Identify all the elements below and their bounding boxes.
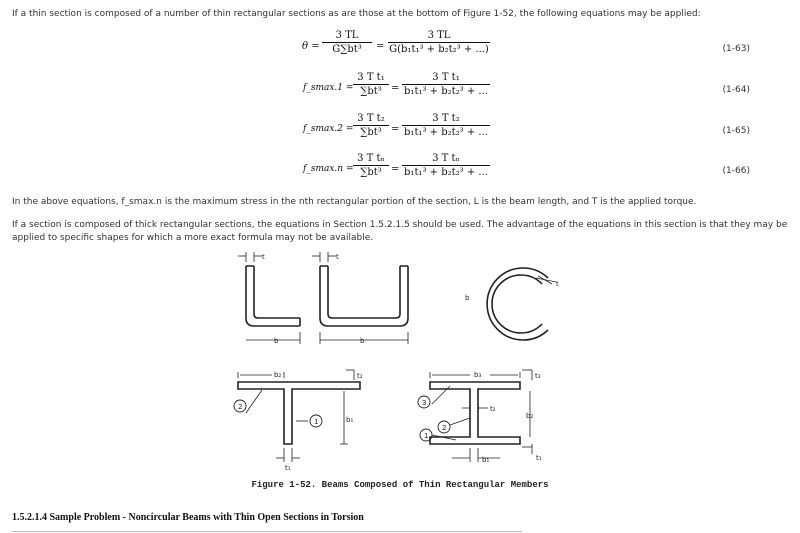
eq-1-64-frac2 <box>402 72 490 97</box>
eq-1-63-frac2-den: G(b₁t₁³ + b₂t₂³ + ...) <box>389 44 489 55</box>
l-section <box>246 266 300 326</box>
eq-1-63-frac1-num: 3 TL <box>322 30 372 43</box>
eq-1-64-frac2-num: 3 T t₁ <box>402 72 490 85</box>
eq-1-63-number: (1-63) <box>722 44 750 54</box>
para-definitions: In the above equations, f_smax.n is the maximum stress in the nth rectangular portion of the section, L is the beam length, and T is the applied torque. <box>12 197 697 207</box>
label-t-l: t <box>262 253 265 261</box>
eq-1-64-equals: = <box>391 83 400 94</box>
cut-off-text-line <box>12 527 522 533</box>
eq-1-64-number: (1-64) <box>722 85 750 95</box>
eq-1-66-equals: = <box>391 164 400 175</box>
para-thick-line1: If a section is composed of thick rectangular sections, the equations in Section 1.5.2.1.5 should be used. The advantage of the equations in this section is that they may be <box>12 220 788 230</box>
eq-1-64-lhs: f_smax.1 = <box>303 83 354 93</box>
para-thick-line2: applied to specific shapes for which a more exact formula may not be available. <box>12 233 374 243</box>
callout-3-i-text: 3 <box>422 399 427 407</box>
eq-1-66-frac1-num: 3 T tₙ <box>353 153 389 166</box>
label-t-tube: t <box>556 280 559 288</box>
eq-1-63-frac1 <box>322 30 372 55</box>
label-t1-i: t₁ <box>536 454 542 462</box>
label-b-channel: b <box>360 337 365 345</box>
eq-1-65-equals: = <box>391 124 400 135</box>
eq-1-66-number: (1-66) <box>722 166 750 176</box>
figure-1-52 <box>0 248 800 478</box>
label-b1-i: b₁ <box>482 456 490 464</box>
intro-paragraph: If a thin section is composed of a number of thin rectangular sections as are those at the bottom of Figure 1-52, the following equations may be applied: <box>12 9 701 19</box>
eq-1-65-frac1-num: 3 T t₂ <box>353 113 389 126</box>
eq-1-65-number: (1-65) <box>722 126 750 136</box>
label-t3-i: t₃ <box>535 372 541 380</box>
eq-1-65-frac1 <box>353 113 389 138</box>
figure-caption: Figure 1-52. Beams Composed of Thin Rectangular Members <box>251 480 549 490</box>
eq-1-66-frac2 <box>402 153 490 178</box>
eq-1-64-frac1-den: ∑bt³ <box>360 86 382 97</box>
callout-1-i-text: 1 <box>424 432 429 440</box>
callout-1-tee-text: 1 <box>314 418 319 426</box>
tee-section <box>238 382 360 444</box>
eq-1-63-equals: = <box>376 41 385 52</box>
eq-1-65-frac1-den: ∑bt³ <box>360 127 382 138</box>
label-b-tube: b <box>465 294 470 302</box>
label-t2-i: t₂ <box>490 405 496 413</box>
eq-1-64-frac2-den: b₁t₁³ + b₂t₂³ + ... <box>404 86 488 97</box>
label-b2-tee: b₂ <box>274 371 282 379</box>
eq-1-63-frac2-num: 3 TL <box>388 30 490 43</box>
callout-2-tee-text: 2 <box>238 403 243 411</box>
label-t1-tee: t₁ <box>285 464 291 472</box>
label-b-l: b <box>274 337 279 345</box>
eq-1-66-frac2-num: 3 T tₙ <box>402 153 490 166</box>
eq-1-64-frac1-num: 3 T t₁ <box>353 72 389 85</box>
channel-section <box>320 266 408 326</box>
eq-1-65-frac2-num: 3 T t₂ <box>402 113 490 126</box>
eq-1-65-frac2 <box>402 113 490 138</box>
eq-1-63-frac1-den: G∑bt³ <box>332 44 362 55</box>
callout-2-i-text: 2 <box>442 424 447 432</box>
eq-1-64-frac1 <box>353 72 389 97</box>
label-b3-i: b₃ <box>474 371 482 379</box>
eq-1-66-frac1 <box>353 153 389 178</box>
eq-1-66-frac2-den: b₁t₁³ + b₂t₂³ + ... <box>404 167 488 178</box>
label-t-channel: t <box>336 253 339 261</box>
eq-1-63-frac2 <box>388 30 490 55</box>
label-b2-i: b₂ <box>526 412 534 420</box>
label-b1-tee: b₁ <box>346 416 354 424</box>
label-t2-tee: t₂ <box>357 372 363 380</box>
eq-1-65-lhs: f_smax.2 = <box>303 124 354 134</box>
i-section <box>430 382 520 444</box>
section-heading: 1.5.2.1.4 Sample Problem - Noncircular Beams with Thin Open Sections in Torsion <box>12 512 364 523</box>
eq-1-66-frac1-den: ∑bt³ <box>360 167 382 178</box>
eq-1-66-lhs: f_smax.n = <box>303 164 354 174</box>
eq-1-63-lhs: θ = <box>302 41 320 52</box>
eq-1-65-frac2-den: b₁t₁³ + b₂t₂³ + ... <box>404 127 488 138</box>
